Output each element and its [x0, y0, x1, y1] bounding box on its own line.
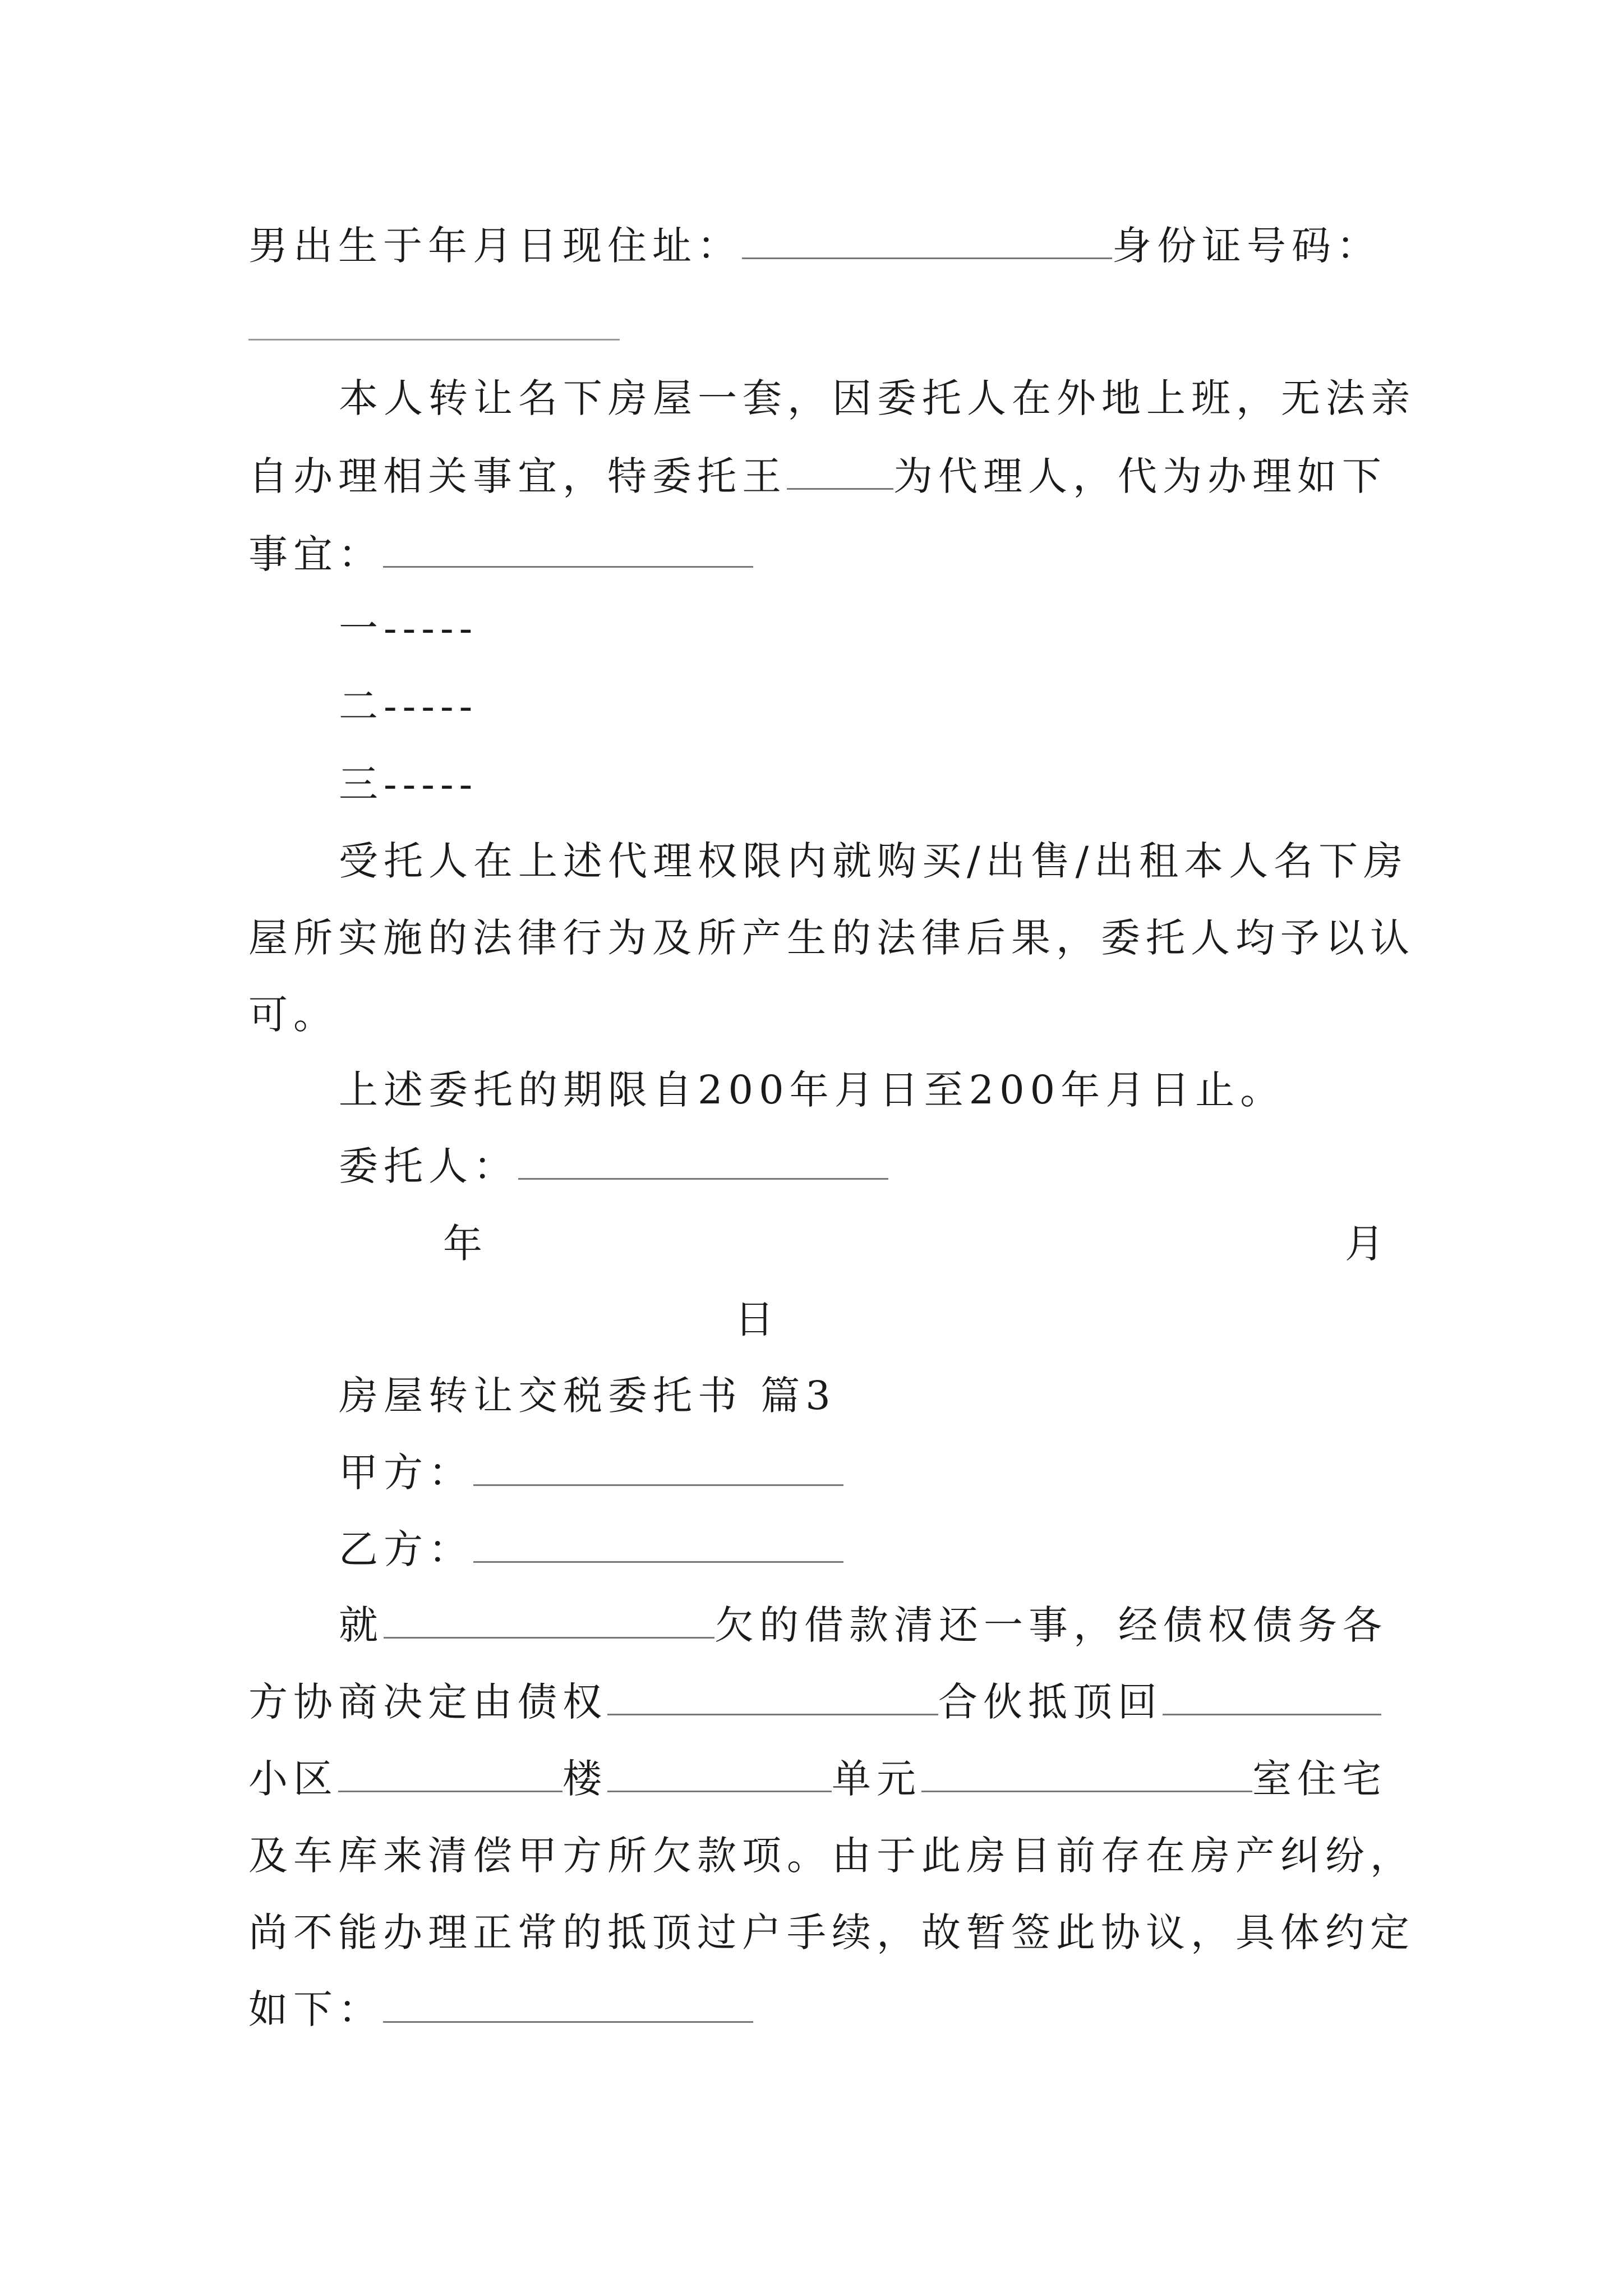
creditor-blank[interactable]	[607, 1681, 938, 1715]
paragraph-4-line-5: 尚不能办理正常的抵顶过户手续，故暂签此协议，具体约定	[248, 1910, 1415, 1955]
item-3: 三-----	[339, 761, 478, 807]
agent-intro-text: 自办理相关事宜，特委托王	[248, 453, 787, 499]
item-1: 一-----	[339, 605, 478, 651]
identity-line	[248, 220, 1381, 271]
unit-label: 单元	[832, 1756, 921, 1802]
id-number-blank[interactable]	[248, 339, 620, 341]
address-blank[interactable]	[742, 225, 1112, 259]
building-blank[interactable]	[607, 1758, 832, 1792]
room-label: 室住宅	[1252, 1756, 1387, 1802]
regarding-text: 就	[339, 1602, 384, 1648]
principal-line	[339, 1141, 888, 1191]
agent-name-blank[interactable]	[787, 455, 893, 490]
paragraph-4-line-3	[248, 1754, 1387, 1804]
paragraph-2-line-3: 可。	[248, 992, 338, 1038]
paragraph-4-line-4: 及车库来清偿甲方所欠款项。由于此房目前存在房产纠纷，	[248, 1833, 1415, 1879]
date-day-label: 日	[735, 1296, 780, 1342]
section-title: 房屋转让交税委托书 篇3	[339, 1373, 836, 1419]
date-month-label: 月	[1345, 1221, 1390, 1267]
paragraph-4-line-2	[248, 1677, 1381, 1727]
principal-label: 委托人：	[339, 1143, 518, 1189]
creditor-text: 方协商决定由债权	[248, 1679, 607, 1725]
paragraph-4-line-1	[339, 1600, 1387, 1650]
community-label: 小区	[248, 1756, 338, 1802]
matters-line	[248, 529, 753, 579]
paragraph-2-line-2: 屋所实施的法律行为及所产生的法律后果，委托人均予以认	[248, 915, 1415, 961]
party-b-line	[339, 1524, 843, 1575]
address-label: 男出生于年月日现住址：	[248, 223, 742, 269]
building-label: 楼	[562, 1756, 607, 1802]
community-blank[interactable]	[338, 1758, 562, 1792]
agent-role-text: 为代理人，代为办理如下	[893, 453, 1387, 499]
agreement-label: 如下：	[248, 1986, 383, 2032]
matters-label: 事宜：	[248, 531, 383, 577]
offset-text: 合伙抵顶回	[938, 1679, 1163, 1725]
date-year-label: 年	[443, 1221, 488, 1267]
party-a-line	[339, 1447, 843, 1498]
unit-blank[interactable]	[921, 1758, 1252, 1792]
paragraph-1-line-1: 本人转让名下房屋一套，因委托人在外地上班，无法亲	[339, 375, 1415, 421]
matters-blank[interactable]	[383, 533, 753, 568]
offset-location-blank[interactable]	[1163, 1681, 1381, 1715]
party-a-blank[interactable]	[473, 1452, 843, 1486]
debt-text: 欠的借款清还一事，经债权债务各	[714, 1602, 1387, 1648]
id-number-label: 身份证号码：	[1112, 223, 1381, 269]
principal-blank[interactable]	[518, 1145, 888, 1180]
debtor-blank[interactable]	[384, 1604, 714, 1639]
paragraph-2-line-1: 受托人在上述代理权限内就购买/出售/出租本人名下房	[339, 838, 1409, 884]
party-b-label: 乙方：	[339, 1526, 473, 1572]
item-2: 二-----	[339, 683, 478, 729]
agreement-line	[248, 1984, 753, 2035]
agreement-blank[interactable]	[383, 1989, 753, 2023]
party-b-blank[interactable]	[473, 1529, 843, 1563]
party-a-label: 甲方：	[339, 1450, 473, 1496]
term-paragraph: 上述委托的期限自200年月日至200年月日止。	[339, 1067, 1285, 1113]
paragraph-1-line-2	[248, 451, 1387, 501]
